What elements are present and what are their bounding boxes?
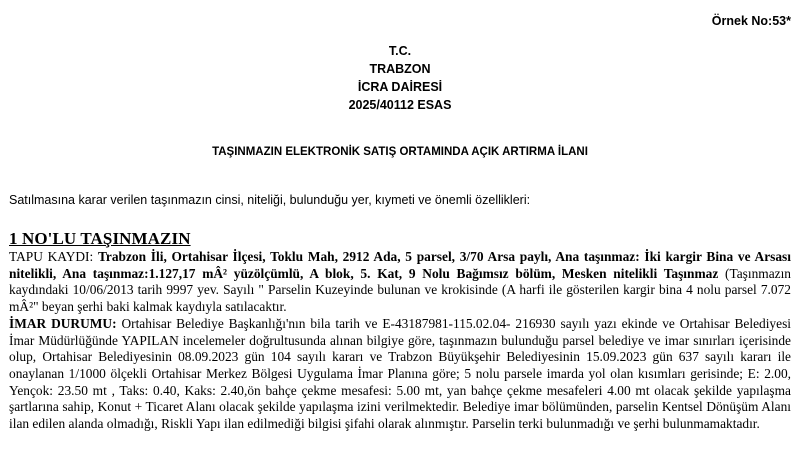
imar-text: Ortahisar Belediye Başkanlığı'nın bila tarih ve E-43187981-115.02.04- 216930 sayılı yazı ekinde ve Ortahisar Belediyesi İmar Müdürlüğünde YAPILAN incelemeler doğrultusunda alınan bilgiye göre, taşınmazın bulunduğu parsel belediye ve imar sınırları içerisinde olup, Ortahisar Belediyesinin 08.09.2023 gün 104 sayılı kararı ve Trabzon Büyükşehir Belediyesinin 15.09.2023 gün 637 sayılı kararı ile onaylanan 1/1000 ölçekli Ortahisar Merkez Bölgesi Uygulama İmar Planına göre; 5 nolu parsele imarda yol olan kısımları gerisinde; E: 2.00, Yençok: 23.50 mt , Taks: 0.40, Kaks: 2.40,ön bahçe çekme mesafesi: 5.00 mt, yan bahçe çekme mesafeleri 4.00 mt olacak şekilde yapılaşma şartlarına sahip, Konut + Ticaret Alanı olacak şekilde yapılaşma izini verilmektedir. Belediye imar bölümünden, parselin Kentsel Dönüşüm Alanı ilan edilen alanda olmadığı, Riskli Yapı ilan edilmediği bilgisi şifahi olarak alınmıştır. Parselin terki bulunmadığı ve şerhi bulunmamaktadır. [9,315,791,432]
notice-title: TAŞINMAZIN ELEKTRONİK SATIŞ ORTAMINDA AÇIK ARTIRMA İLANI [212,146,588,158]
header-line-office: İCRA DAİRESİ [357,80,443,94]
header-line-city: TRABZON [369,62,431,76]
sample-number: Örnek No:53* [711,14,791,28]
tapu-annotation: (Taşınmazın kaydındaki 10/06/2013 tarih 9997 yev. Sayılı " Parselin Kuzeyinde bulunan ve krokisinde (A harfi ile gösterilen kargir bina 4 nolu parsel 7.072 mÂ²" beyan şerhi baki kalmak kaydıyla satılacaktır. [9,265,791,315]
document-header [0,42,800,114]
header-line-tc: T.C. [388,44,412,58]
header-line-case-no: 2025/40112 ESAS [348,98,452,112]
property-heading: 1 NO'LU TAŞINMAZIN [9,229,191,248]
intro-text: Satılmasına karar verilen taşınmazın cinsi, niteliği, bulunduğu yer, kıymeti ve önemli özellikleri: [9,193,531,207]
property-details [9,249,791,433]
tapu-record: Trabzon İli, Ortahisar İlçesi, Toklu Mah, 2912 Ada, 5 parsel, 3/70 Arsa paylı, Ana taşınmaz: İki kargir Bina ve Arsası nitelikli, Ana taşınmaz:1.127,17 mÂ² yüzölçümlü, A blok, 5. Kat, 9 Nolu Bağımsız bölüm, Mesken nitelikli Taşınmaz [9,249,791,281]
imar-label: İMAR DURUMU: [9,315,122,331]
tapu-label: TAPU KAYDI: [9,249,98,264]
